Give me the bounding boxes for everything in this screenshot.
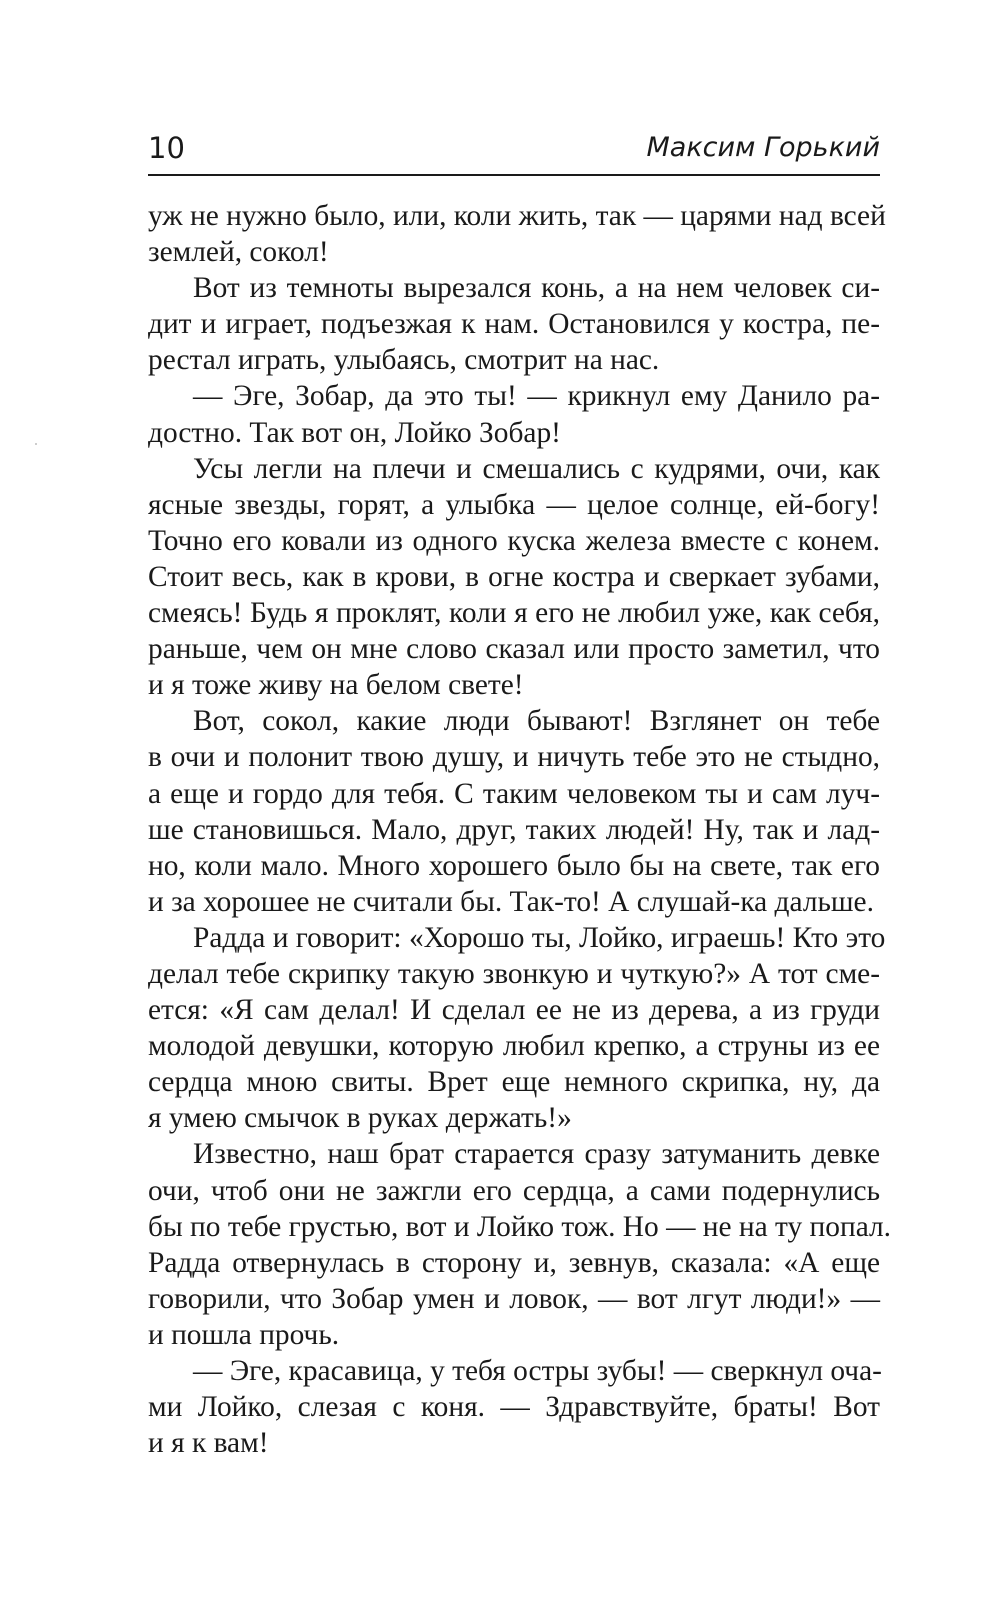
text-line: — Эге, Зобар, да это ты! — крикнул ему Данило ра- (193, 380, 880, 413)
text-line: но, коли мало. Много хорошего было бы на свете, так его (148, 849, 880, 882)
text-line: Точно его ковали из одного куска железа вместе с конем. (148, 524, 880, 557)
text-line: Вот, сокол, какие люди бывают! Взглянет он тебе (193, 705, 880, 738)
text-line: говорили, что Зобар умен и ловок, — вот лгут люди!» — (148, 1282, 880, 1315)
text-line: Усы легли на плечи и смешались с кудрями, очи, как (193, 452, 880, 485)
text-line: очи, чтоб они не зажгли его сердца, а сами подернулись (148, 1174, 880, 1207)
text-line: Радда и говорит: «Хорошо ты, Лойко, играешь! Кто это (193, 921, 886, 954)
page-number: 10 (148, 131, 185, 165)
text-line: сердца мною свиты. Врет еще немного скрипка, ну, да (148, 1066, 880, 1099)
text-line: ясные звезды, горят, а улыбка — целое солнце, ей-богу! (148, 488, 880, 521)
text-line: я умею смычок в руках держать!» (148, 1102, 572, 1135)
text-line: Радда отвернулась в сторону и, зевнув, сказала: «А еще (148, 1246, 880, 1279)
scan-speck (35, 443, 37, 445)
text-line: землей, сокол! (148, 236, 329, 269)
text-line: Известно, наш брат старается сразу затуманить девке (193, 1138, 880, 1171)
text-line: ше становишься. Мало, друг, таких людей! Ну, так и лад- (148, 813, 880, 846)
text-line: — Эге, красавица, у тебя остры зубы! — сверкнул оча- (193, 1355, 882, 1387)
text-line: ми Лойко, слезая с коня. — Здравствуйте, браты! Вот (148, 1391, 880, 1424)
text-line: и я тоже живу на белом свете! (148, 669, 524, 702)
text-line: смеясь! Будь я проклят, коли я его не любил уже, как себя, (148, 597, 880, 630)
text-line: ется: «Я сам делал! И сделал ее не из дерева, а из груди (148, 994, 880, 1027)
text-line: рестал играть, улыбаясь, смотрит на нас. (148, 344, 660, 377)
text-line: и за хорошее не считали бы. Так-то! А слушай-ка дальше. (148, 885, 874, 918)
header-rule (148, 174, 880, 176)
text-line: и пошла прочь. (148, 1318, 340, 1351)
text-line: раньше, чем он мне слово сказал или просто заметил, что (148, 633, 880, 666)
text-line: и я к вам! (148, 1427, 269, 1460)
text-line: Вот из темноты вырезался конь, а на нем человек си- (193, 272, 880, 305)
text-line: бы по тебе грустью, вот и Лойко тож. Но — не на ту попал. (148, 1210, 892, 1243)
text-line: достно. Так вот он, Лойко Зобар! (148, 416, 561, 449)
text-line: делал тебе скрипку такую звонкую и чуткую?» А тот сме- (148, 957, 880, 990)
text-line: уж не нужно было, или, коли жить, так — царями над всей (148, 200, 886, 232)
page-header (148, 130, 880, 174)
body-text (148, 198, 892, 1461)
running-head: Максим Горький (646, 132, 880, 163)
text-line: молодой девушки, которую любил крепко, а струны из ее (148, 1030, 880, 1063)
text-line: в очи и полонит твою душу, и ничуть тебе это не стыдно, (148, 741, 880, 774)
text-line: Стоит весь, как в крови, в огне костра и сверкает зубами, (148, 560, 880, 593)
text-line: дит и играет, подъезжая к нам. Остановился у костра, пе- (148, 308, 880, 341)
text-line: а еще и гордо для тебя. С таким человеком ты и сам луч- (148, 777, 880, 810)
